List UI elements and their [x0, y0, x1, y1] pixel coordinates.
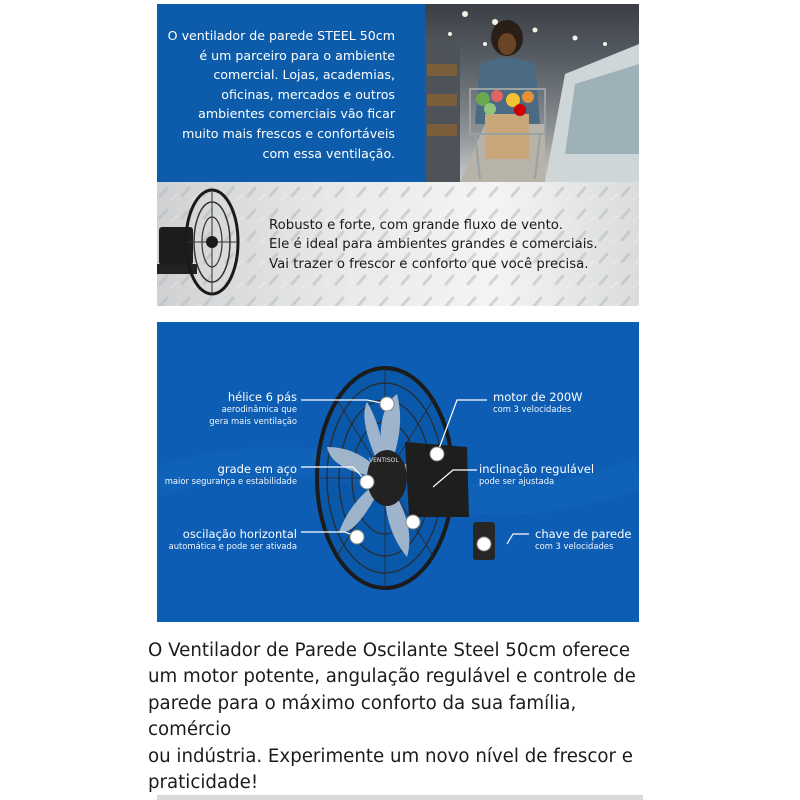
feature-grid: grade em aço maior segurança e estabilidade	[164, 462, 297, 486]
feature-blade: hélice 6 pás aerodinâmica que gera mais ventilação	[209, 390, 297, 426]
features-banner	[157, 322, 639, 622]
product-description: O Ventilador de Parede Oscilante Steel 50cm oferece um motor potente, angulação regulável e controle de parede para o máximo conforto da sua família, comércio ou indústria. Experimente um novo nível de frescor e praticidade!	[148, 640, 636, 794]
wall-fan-image	[157, 182, 267, 306]
marker-motor	[430, 447, 444, 461]
marker-grid	[360, 475, 374, 489]
marker-switch	[477, 537, 491, 551]
feature-tilt: inclinação regulável pode ser ajustada	[479, 462, 595, 486]
bottom-divider	[157, 795, 643, 800]
robust-text: Robusto e forte, com grande fluxo de vento. Ele é ideal para ambientes grandes e comerciais. Vai trazer o frescor e conforto que você precisa.	[269, 218, 598, 272]
feature-switch: chave de parede com 3 velocidades	[535, 527, 632, 551]
supermarket-photo	[425, 4, 639, 182]
marker-tilt	[406, 515, 420, 529]
intro-banner	[157, 4, 639, 182]
feature-oscillation: oscilação horizontal automática e pode ser ativada	[168, 527, 297, 551]
robust-banner	[157, 182, 639, 306]
intro-text-panel	[157, 4, 425, 182]
marker-blade	[380, 397, 394, 411]
feature-motor: motor de 200W com 3 velocidades	[493, 390, 583, 414]
brand-logo: VENTISOL	[369, 457, 399, 464]
marker-oscillation	[350, 530, 364, 544]
intro-text: O ventilador de parede STEEL 50cm é um parceiro para o ambiente comercial. Lojas, academias, oficinas, mercados e outros ambientes comerciais vão ficar muito mais frescos e confortáveis com essa ventilação.	[167, 28, 395, 161]
